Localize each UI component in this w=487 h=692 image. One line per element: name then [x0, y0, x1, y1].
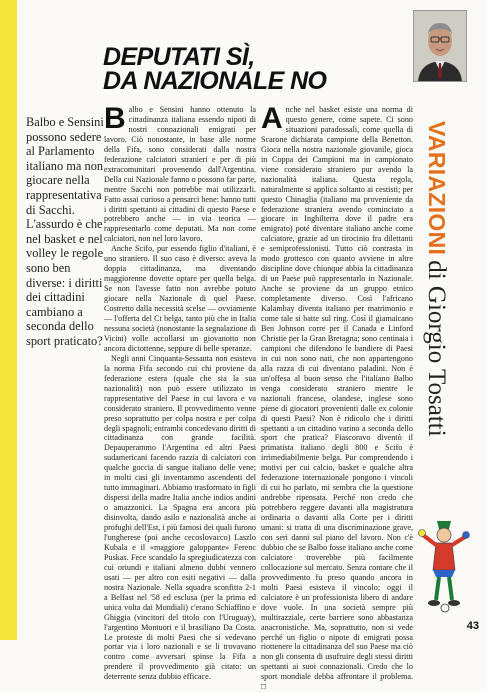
- headline-line-1: DEPUTATI SÌ,: [103, 43, 255, 71]
- sidebar-summary: Balbo e Sensini possono sedere al Parlamento italiano ma non giocare nella rappresentativa di Sacchi. L'assurdo è che nel basket e nel volley le regole sono ben diverse: i diritti dei cittadini cambiano a seconda dello sport praticato?: [26, 115, 104, 348]
- page-number: 43: [466, 620, 479, 632]
- byline-rotated: [422, 121, 450, 437]
- column-byline: [424, 121, 454, 507]
- author-portrait-icon: [414, 11, 466, 81]
- drop-cap: B: [104, 102, 126, 135]
- author-name: di Giorgio Tosatti: [423, 260, 450, 437]
- article-column-2: [261, 102, 413, 692]
- juggler-illustration-icon: [415, 515, 475, 613]
- article-column-1: [104, 102, 256, 682]
- column-1-paragraph-2: Anche Scifo, pur essendo figlio d'italiani, è uno straniero. Il suo caso è diverso: aveva la doppia cittadinanza, ma diventando maggiorenne dovette optare per quella belga. Se non l'avesse fatto non avrebbe potuto giocare nella Nazionale di quel Paese. Costretto dalla necessità scelse — ovviamente — l'offerta del Ct belga, tanto più che in Italia nessuna società (nonostante la segnalazione di Vicini) volle accollarsi un giovanotto non ancora diciottenne, seppure di belle speranze.: [104, 244, 256, 353]
- drop-cap: A: [261, 102, 283, 135]
- column-1-paragraph-1: [104, 102, 256, 244]
- yellow-margin-bar: [0, 0, 17, 640]
- column-2-paragraph-1: [261, 102, 413, 692]
- headline: [103, 45, 403, 93]
- column-1-paragraph-3: Negli anni Cinquanta-Sessanta non esisteva la norma Fifa secondo cui chi proviene da federazione estera (quale che sia la sua nazionalità) non può essere utilizzato in rappresentative del Paese in cui lavora e va considerato straniero. Il provvedimento venne preso soprattutto per colpa nostra e per colpa degli spagnoli; entrambi concedevano diritti di cittadinanza con grande facilità. Depauperammo l'Argentina ed altri Paesi sudamericani facendo razzia di calciatori con qualche goccia di sangue italiano delle vene; in molti casi gli inventammo ascendenti del tutto immaginari. Abbiamo trasformato in figli dispersi della madre Italia anche indios andini o amazzonici. La Spagna era ancora più disinvolta, dando asilo e nazionalità anche ai profughi dell'Est, i più famosi dei quali furono l'ungherese (poi anche cecoslovacco) Laszlo Kubala e il «maggiore galoppante» Ferenc Puskas. Fece scandalo la spregiudicatezza con cui oriundi e italiani almeno dubbi vennero usati — per altro con esiti negativi — dalla nostra Nazionale. Nella squadra sconfitta 2-1 a Belfast nel '58 ed esclusa (per la prima ed unica volta dai Mondiali) c'erano Schiaffino e Ghiggia (vincitori del titolo con l'Uruguay), l'argentino Montuori e il brasiliano Da Costa. Le proteste di molti Paesi che si vedevano portar via i loro nazionali e se li trovavano contro come avversari spinse la Fifa a prendere il provvedimento già citato: un deterrente senza dubbio efficace.: [104, 353, 256, 682]
- cartoon-figure-illustration: [415, 515, 475, 613]
- section-title: VARIAZIONI: [424, 121, 450, 256]
- column-2-paragraph-1-text: nche nel basket esiste una norma di questo genere, come sapete. Ci sono situazioni paradossali, come quella di Scarone dichiarata campione della Benetton. Gioca nella nostra nazionale giovanile, gioca in Coppa dei Campioni ma in campionato viene considerato straniero pur avendo la nazionalità italiana. Questa regola, naturalmente si applica soltanto ai cestisti; per questo Chinaglia (italiano ma proveniente da federazione straniera avendo cominciato a giocare in Inghilterra dove il padre era emigrato) poté diventare italiano anche come calciatore, grazie ad un tirocinio fra dilettanti e semiprofessionisti. Tutto ciò contrasta in modo grottesco con quanto avviene in altre discipline dove chiunque abbia la cittadinanza di un Paese può rappresentarlo in Nazionale. Anche se proviene da un gruppo etnico completamente diverso. Così l'africano Kalambay diventa italiano per matrimonio e come tale si batte sul ring. Così il giamaicano Ben Johnson corre per il Canada e Linford Christie per la Gran Bretagna; sono centinaia i campioni che difendono le bandiere di Paesi in cui non sono nati, che non appartengono alla razza di cui diventano paladini. Non è un'offesa al buon senso che l'italiano Balbo venga considerato straniero mentre le nazionali francese, olandese, inglese sono piene di giocatori provenienti dalle ex colonie di questi Paesi? Non è ridicolo che i diritti spettanti a un cittadino varino a seconda dello sport che pratica? Fiascoravo diventò il primatista italiano degli 800 e Scifo è irrimediabilmente belga. Pur comprendendo i motivi per cui calcio, basket e qualche altra federazione internazionale pongono i vincoli di cui ho parlato, mi sembra che la questione andrebbe ripensata. Perché non credo che potrebbero reggere davanti alla magistratura ordinaria o davanti alla Corte per i diritti umani: si tratta di una discriminazione grave, con seri danni sul piano del lavoro. Non c'è dubbio che se Balbo fosse italiano anche come calciatore troverebbe più facilmente collocazione sul mercato. Senza contare che il provvedimento fu preso quando ancora in molti Paesi esisteva il vincolo; oggi il calciatore è un professionista libero di andare dove vuole. In una società sempre più multirazziale, certe barriere sono abbastanza anacronistiche. Ma, soprattutto, non si vede perché un figlio o nipote di emigrati possa riottenere la cittadinanza del suo Paese ma ciò non gli consenta di usufruire degli stessi diritti spettanti ai suoi connazionali. Credo che lo sport mondiale debba affrontare il problema. □: [261, 105, 413, 692]
- headline-line-2: DA NAZIONALE NO: [103, 67, 327, 95]
- author-photo: [413, 10, 467, 82]
- column-1-paragraph-1-text: albo e Sensini hanno ottenuto la cittadinanza italiana essendo nipoti di nostri connazionali emigrati per lavoro. Ciò nonostante, in base alle norme della Fifa, sono considerati dalla nostra federazione calciatori stranieri e per di più extracomunitari provenendo dall'Argentina. Della cui Nazionale fanno o possono far parte, mentre Sacchi non potrebbe mai utilizzarli. Fatto assai curioso a pensarci bene: hanno tutti i diritti spettanti ai cittadini di questo Paese e potrebbero anche — in via teorica — rappresentarlo come deputati. Ma non come calciatori, non nel loro lavoro.: [104, 105, 256, 244]
